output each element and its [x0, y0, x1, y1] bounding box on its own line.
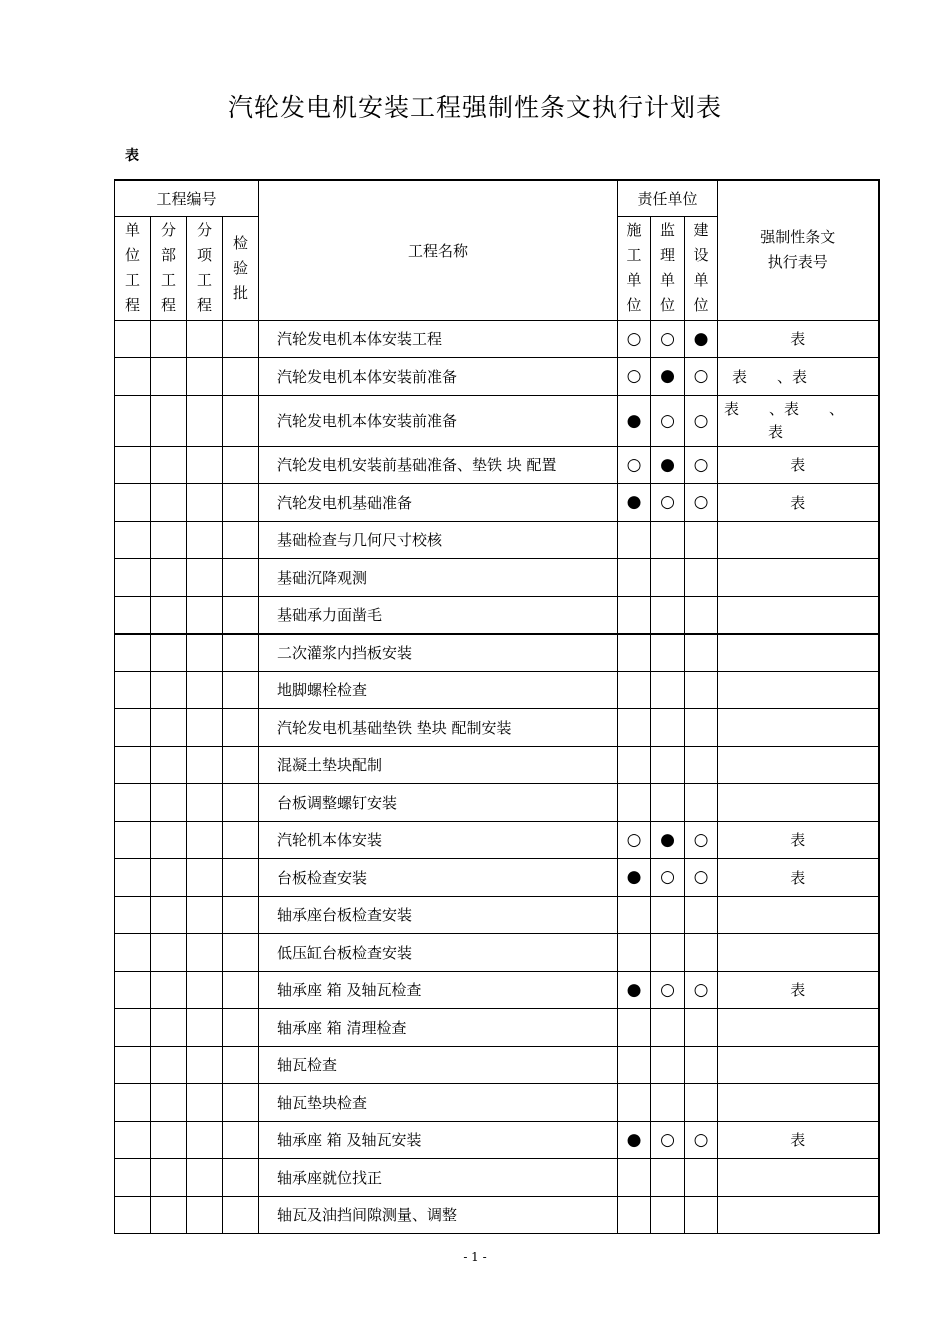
construction-mark	[618, 596, 651, 634]
code-cell	[187, 596, 223, 634]
project-name-cell: 轴瓦及油挡间隙测量、调整	[259, 1196, 618, 1234]
header-unit-project: 单 位 工 程	[115, 216, 151, 320]
code-cell	[151, 358, 187, 396]
header-project-no: 工程编号	[115, 180, 259, 216]
table-row	[115, 559, 879, 597]
construction-mark: ●	[618, 1121, 651, 1159]
code-cell	[187, 971, 223, 1009]
owner-mark	[685, 784, 718, 822]
construction-mark: ○	[618, 821, 651, 859]
owner-mark	[685, 596, 718, 634]
code-cell	[115, 1009, 151, 1047]
header-supervision-unit: 监 理 单 位	[651, 216, 685, 320]
project-name-cell: 低压缸台板检查安装	[259, 934, 618, 972]
owner-mark: ○	[685, 358, 718, 396]
mandatory-table-no-cell	[718, 896, 879, 934]
supervision-mark: ●	[651, 358, 685, 396]
owner-mark	[685, 1009, 718, 1047]
table-row	[115, 358, 879, 396]
project-name-cell: 基础沉降观测	[259, 559, 618, 597]
header-project-name: 工程名称	[259, 180, 618, 320]
owner-mark	[685, 1084, 718, 1122]
supervision-mark	[651, 784, 685, 822]
code-cell	[151, 746, 187, 784]
owner-mark: ○	[685, 821, 718, 859]
supervision-mark	[651, 671, 685, 709]
table-row	[115, 395, 879, 446]
construction-mark	[618, 671, 651, 709]
code-cell	[223, 784, 259, 822]
code-cell	[223, 821, 259, 859]
table-row	[115, 1046, 879, 1084]
code-cell	[151, 1196, 187, 1234]
construction-mark	[618, 1196, 651, 1234]
mandatory-table-no-cell	[718, 1046, 879, 1084]
table-row	[115, 859, 879, 897]
mandatory-table-no-cell	[718, 1196, 879, 1234]
code-cell	[115, 521, 151, 559]
mandatory-table-no-cell	[718, 784, 879, 822]
code-cell	[187, 671, 223, 709]
code-cell	[115, 971, 151, 1009]
code-cell	[187, 1121, 223, 1159]
code-cell	[115, 821, 151, 859]
table-row	[115, 320, 879, 358]
project-name-cell: 轴承座台板检查安装	[259, 896, 618, 934]
code-cell	[223, 320, 259, 358]
code-cell	[151, 559, 187, 597]
construction-mark	[618, 746, 651, 784]
construction-mark	[618, 709, 651, 747]
code-cell	[151, 821, 187, 859]
construction-mark	[618, 934, 651, 972]
table-row	[115, 446, 879, 484]
supervision-mark: ○	[651, 971, 685, 1009]
code-cell	[187, 896, 223, 934]
table-row	[115, 596, 879, 634]
mandatory-table-no-cell: 表	[718, 821, 879, 859]
code-cell	[151, 934, 187, 972]
code-cell	[151, 1121, 187, 1159]
code-cell	[115, 358, 151, 396]
owner-mark: ○	[685, 859, 718, 897]
code-cell	[187, 1084, 223, 1122]
supervision-mark	[651, 596, 685, 634]
code-cell	[187, 320, 223, 358]
code-cell	[151, 446, 187, 484]
code-cell	[115, 934, 151, 972]
construction-mark: ●	[618, 395, 651, 446]
mandatory-table-no-cell	[718, 521, 879, 559]
code-cell	[115, 671, 151, 709]
table-row	[115, 1121, 879, 1159]
construction-mark	[618, 559, 651, 597]
code-cell	[151, 1009, 187, 1047]
project-name-cell: 汽轮机本体安装	[259, 821, 618, 859]
code-cell	[187, 521, 223, 559]
project-name-cell: 轴承座 箱 及轴瓦检查	[259, 971, 618, 1009]
mandatory-table-no-cell	[718, 1159, 879, 1197]
code-cell	[187, 1046, 223, 1084]
project-name-cell: 汽轮发电机本体安装工程	[259, 320, 618, 358]
code-cell	[223, 634, 259, 672]
supervision-mark	[651, 1196, 685, 1234]
code-cell	[151, 896, 187, 934]
project-name-cell: 轴瓦垫块检查	[259, 1084, 618, 1122]
code-cell	[223, 1159, 259, 1197]
owner-mark	[685, 1046, 718, 1084]
table-label: 表	[125, 148, 139, 164]
code-cell	[187, 746, 223, 784]
project-name-cell: 汽轮发电机基础垫铁 垫块 配制安装	[259, 709, 618, 747]
supervision-mark: ○	[651, 320, 685, 358]
header-mandatory-line1: 强制性条文	[760, 228, 836, 247]
project-name-cell: 混凝土垫块配制	[259, 746, 618, 784]
supervision-mark: ○	[651, 395, 685, 446]
mandatory-table-no-cell	[718, 559, 879, 597]
page-number: - 1 -	[463, 1250, 487, 1264]
owner-mark: ○	[685, 1121, 718, 1159]
mandatory-table-no-cell: 表	[718, 971, 879, 1009]
code-cell	[223, 709, 259, 747]
header-construction-unit: 施 工 单 位	[618, 216, 651, 320]
supervision-mark: ○	[651, 484, 685, 522]
construction-mark	[618, 1009, 651, 1047]
code-cell	[151, 521, 187, 559]
owner-mark	[685, 671, 718, 709]
code-cell	[223, 559, 259, 597]
code-cell	[115, 634, 151, 672]
project-name-cell: 地脚螺栓检查	[259, 671, 618, 709]
code-cell	[187, 1196, 223, 1234]
supervision-mark	[651, 1046, 685, 1084]
table-row	[115, 784, 879, 822]
code-cell	[115, 1196, 151, 1234]
mandatory-table-no-cell: 表	[718, 484, 879, 522]
code-cell	[151, 320, 187, 358]
owner-mark: ○	[685, 971, 718, 1009]
project-name-cell: 轴瓦检查	[259, 1046, 618, 1084]
code-cell	[223, 596, 259, 634]
project-name-cell: 汽轮发电机本体安装前准备	[259, 395, 618, 446]
construction-mark: ○	[618, 358, 651, 396]
mandatory-table-no-cell: 表	[718, 320, 879, 358]
code-cell	[151, 709, 187, 747]
mandatory-table-no-cell: 表 、表	[718, 358, 879, 396]
table-row	[115, 671, 879, 709]
code-cell	[115, 746, 151, 784]
construction-mark: ●	[618, 859, 651, 897]
code-cell	[187, 821, 223, 859]
table-row	[115, 1009, 879, 1047]
code-cell	[115, 596, 151, 634]
owner-mark	[685, 746, 718, 784]
code-cell	[115, 784, 151, 822]
project-name-cell: 台板调整螺钉安装	[259, 784, 618, 822]
mandatory-table-no-cell	[718, 596, 879, 634]
owner-mark	[685, 709, 718, 747]
construction-mark: ●	[618, 971, 651, 1009]
code-cell	[223, 971, 259, 1009]
code-cell	[151, 634, 187, 672]
code-cell	[115, 709, 151, 747]
mandatory-table-no-cell	[718, 709, 879, 747]
code-cell	[115, 559, 151, 597]
supervision-mark	[651, 896, 685, 934]
supervision-mark: ○	[651, 859, 685, 897]
code-cell	[187, 634, 223, 672]
code-cell	[115, 1159, 151, 1197]
owner-mark: ○	[685, 446, 718, 484]
project-name-cell: 台板检查安装	[259, 859, 618, 897]
code-cell	[151, 395, 187, 446]
construction-mark	[618, 896, 651, 934]
owner-mark	[685, 634, 718, 672]
code-cell	[223, 1084, 259, 1122]
project-name-cell: 二次灌浆内挡板安装	[259, 634, 618, 672]
mandatory-table-no-cell	[718, 1009, 879, 1047]
owner-mark	[685, 934, 718, 972]
construction-mark	[618, 1159, 651, 1197]
header-responsible-units: 责任单位	[618, 180, 718, 216]
construction-mark	[618, 521, 651, 559]
table-no-line2: 表	[768, 422, 784, 441]
table-row	[115, 934, 879, 972]
supervision-mark	[651, 521, 685, 559]
mandatory-table-no-cell: 表	[718, 859, 879, 897]
construction-mark	[618, 784, 651, 822]
code-cell	[223, 446, 259, 484]
code-cell	[187, 859, 223, 897]
mandatory-table-no-cell	[718, 1084, 879, 1122]
header-inspection-lot: 检 验 批	[223, 216, 259, 320]
mandatory-table-no-cell	[718, 634, 879, 672]
project-name-cell: 汽轮发电机安装前基础准备、垫铁 块 配置	[259, 446, 618, 484]
code-cell	[223, 521, 259, 559]
code-cell	[223, 1046, 259, 1084]
code-cell	[115, 896, 151, 934]
code-cell	[151, 596, 187, 634]
header-mandatory-table-no	[718, 180, 879, 320]
code-cell	[187, 446, 223, 484]
project-name-cell: 汽轮发电机基础准备	[259, 484, 618, 522]
code-cell	[115, 1121, 151, 1159]
code-cell	[223, 1009, 259, 1047]
code-cell	[187, 1009, 223, 1047]
construction-mark: ○	[618, 320, 651, 358]
code-cell	[115, 446, 151, 484]
execution-plan-table	[114, 179, 880, 1234]
header-owner-unit: 建 设 单 位	[685, 216, 718, 320]
supervision-mark	[651, 1009, 685, 1047]
project-name-cell: 轴承座 箱 清理检查	[259, 1009, 618, 1047]
table-row	[115, 1084, 879, 1122]
code-cell	[115, 320, 151, 358]
code-cell	[151, 1084, 187, 1122]
project-name-cell: 基础检查与几何尺寸校核	[259, 521, 618, 559]
code-cell	[223, 746, 259, 784]
supervision-mark	[651, 934, 685, 972]
mandatory-table-no-cell: 表	[718, 1121, 879, 1159]
code-cell	[151, 1159, 187, 1197]
code-cell	[151, 971, 187, 1009]
code-cell	[223, 934, 259, 972]
construction-mark	[618, 1084, 651, 1122]
supervision-mark	[651, 634, 685, 672]
header-sub-item: 分 项 工 程	[187, 216, 223, 320]
page-title: 汽轮发电机安装工程强制性条文执行计划表	[227, 93, 722, 122]
supervision-mark	[651, 1159, 685, 1197]
code-cell	[187, 395, 223, 446]
supervision-mark	[651, 709, 685, 747]
table-row	[115, 521, 879, 559]
code-cell	[187, 709, 223, 747]
owner-mark: ○	[685, 395, 718, 446]
code-cell	[151, 859, 187, 897]
supervision-mark	[651, 559, 685, 597]
code-cell	[115, 859, 151, 897]
owner-mark	[685, 896, 718, 934]
code-cell	[115, 484, 151, 522]
mandatory-table-no-cell	[718, 934, 879, 972]
table-row	[115, 484, 879, 522]
table-row	[115, 1159, 879, 1197]
owner-mark	[685, 1196, 718, 1234]
construction-mark	[618, 634, 651, 672]
mandatory-table-no-cell	[718, 746, 879, 784]
table-row	[115, 971, 879, 1009]
code-cell	[151, 784, 187, 822]
table-row	[115, 746, 879, 784]
table-row	[115, 821, 879, 859]
code-cell	[115, 1084, 151, 1122]
mandatory-table-no-cell: 表	[718, 446, 879, 484]
code-cell	[223, 1196, 259, 1234]
owner-mark: ●	[685, 320, 718, 358]
code-cell	[223, 395, 259, 446]
owner-mark	[685, 521, 718, 559]
code-cell	[223, 484, 259, 522]
table-row	[115, 1196, 879, 1234]
supervision-mark: ●	[651, 446, 685, 484]
code-cell	[187, 1159, 223, 1197]
code-cell	[223, 1121, 259, 1159]
table-row	[115, 896, 879, 934]
code-cell	[187, 784, 223, 822]
table-row	[115, 634, 879, 672]
table-row	[115, 709, 879, 747]
construction-mark	[618, 1046, 651, 1084]
owner-mark	[685, 1159, 718, 1197]
code-cell	[115, 1046, 151, 1084]
owner-mark	[685, 559, 718, 597]
code-cell	[187, 934, 223, 972]
supervision-mark	[651, 746, 685, 784]
code-cell	[187, 358, 223, 396]
header-sub-division: 分 部 工 程	[151, 216, 187, 320]
owner-mark: ○	[685, 484, 718, 522]
table-no-line1: 表 、表 、	[724, 399, 845, 418]
project-name-cell: 轴承座就位找正	[259, 1159, 618, 1197]
code-cell	[223, 358, 259, 396]
project-name-cell: 汽轮发电机本体安装前准备	[259, 358, 618, 396]
code-cell	[151, 671, 187, 709]
code-cell	[151, 484, 187, 522]
supervision-mark: ●	[651, 821, 685, 859]
project-name-cell: 轴承座 箱 及轴瓦安装	[259, 1121, 618, 1159]
code-cell	[151, 1046, 187, 1084]
construction-mark: ○	[618, 446, 651, 484]
code-cell	[223, 896, 259, 934]
supervision-mark	[651, 1084, 685, 1122]
code-cell	[187, 559, 223, 597]
code-cell	[115, 395, 151, 446]
project-name-cell: 基础承力面凿毛	[259, 596, 618, 634]
code-cell	[187, 484, 223, 522]
construction-mark: ●	[618, 484, 651, 522]
header-mandatory-line2: 执行表号	[767, 253, 828, 272]
code-cell	[223, 859, 259, 897]
mandatory-table-no-cell	[718, 671, 879, 709]
supervision-mark: ○	[651, 1121, 685, 1159]
code-cell	[223, 671, 259, 709]
mandatory-table-no-cell	[718, 395, 879, 446]
